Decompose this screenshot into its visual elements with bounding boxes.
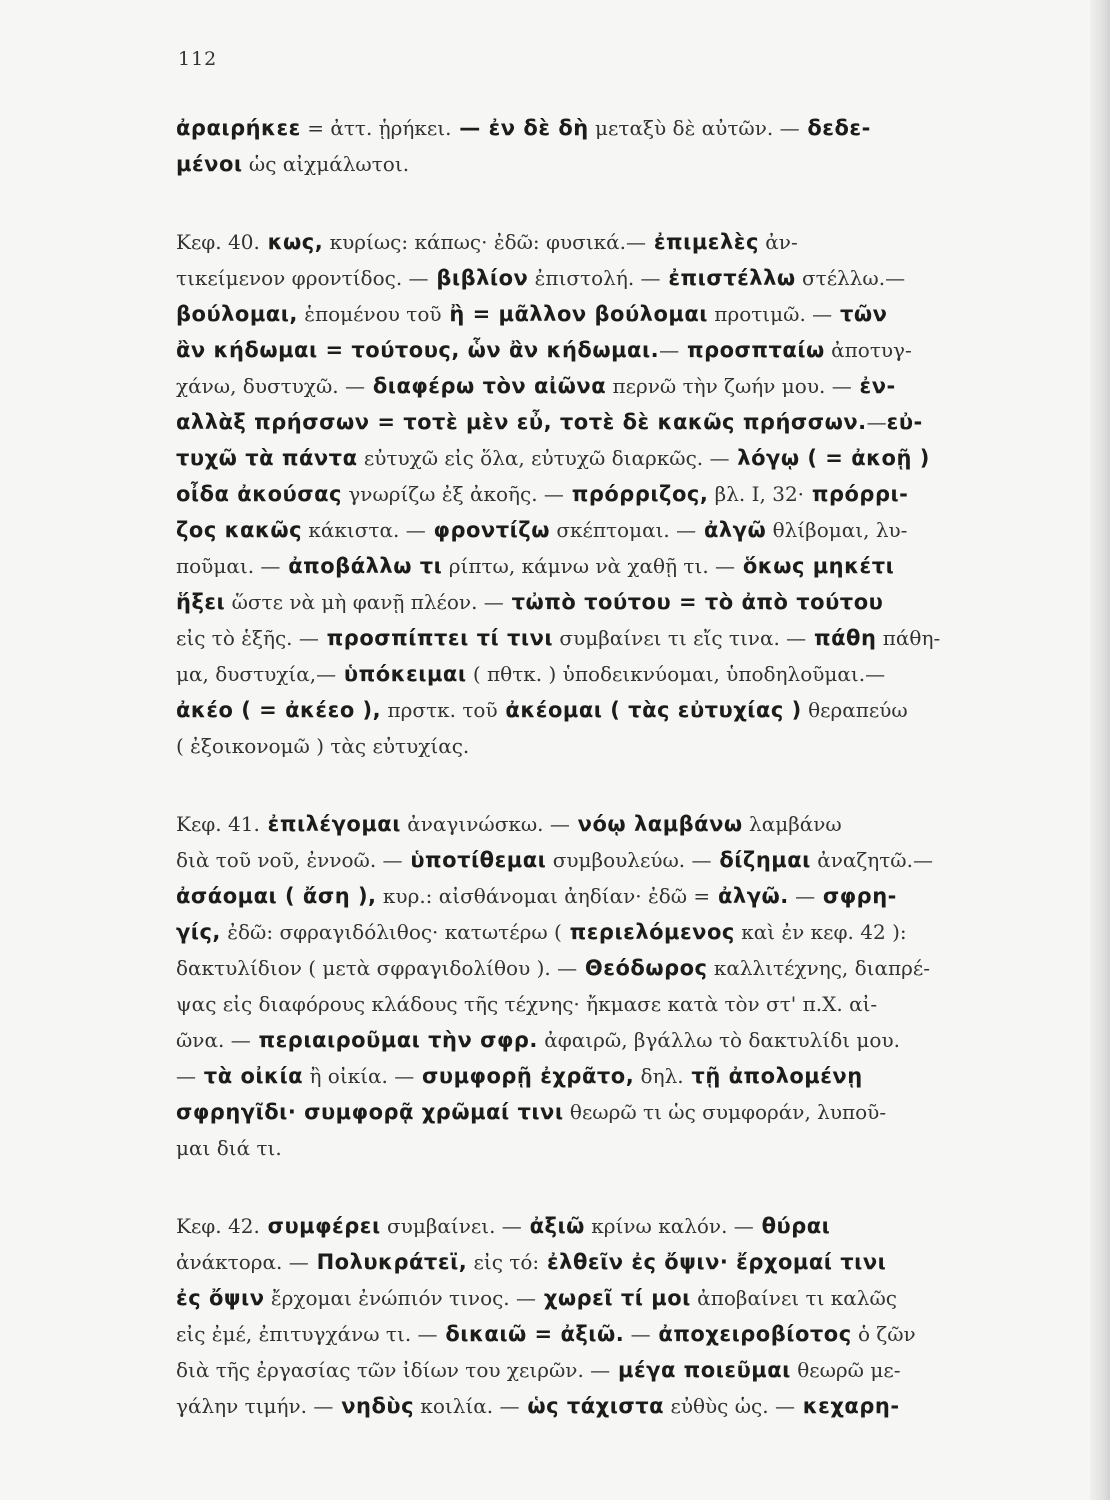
page-number: 112 [178, 48, 218, 70]
text-line [176, 656, 1032, 692]
headword: Πολυκράτεϊ, [308, 1250, 468, 1274]
headword: ἀποχειροβίοτος [650, 1322, 852, 1346]
gloss-text: εὐθὺς ὡς. — [664, 1394, 795, 1418]
gloss-text: — [176, 1064, 196, 1088]
text-line [176, 548, 1032, 584]
gloss-text: κυρ.: αἰσθάνομαι ἀηδίαν· ἐδῶ = [376, 884, 711, 908]
gloss-text: — [624, 1322, 651, 1346]
gloss-text: Κεφ. 40. [176, 230, 260, 254]
text-line [176, 224, 1032, 260]
gloss-text: ἀποτυγ- [824, 338, 912, 362]
gloss-text: ἀν- [758, 230, 798, 254]
gloss-text: ὥστε νὰ μὴ φανῇ πλέον. — [225, 590, 504, 614]
gloss-text: χάνω, δυστυχῶ. — [176, 374, 366, 398]
headword: λόγῳ ( = ἀκοῇ ) [729, 446, 930, 470]
text-line [176, 1280, 1032, 1316]
gloss-text: ἐδῶ: σφραγιδόλιθος· κατωτέρω ( [220, 920, 562, 944]
gloss-text: περνῶ τὴν ζωήν μου. — [606, 374, 852, 398]
text-line [176, 1244, 1032, 1280]
gloss-text: δακτυλίδιον ( μετὰ σφραγιδολίθου ). — [176, 956, 578, 980]
headword: εὐ- [886, 410, 923, 434]
page-text-body [176, 110, 1032, 1424]
gloss-text: ἀνάκτορα. — [176, 1250, 309, 1274]
headword: τὠπὸ τούτου = τὸ ἀπὸ τούτου [503, 590, 884, 614]
gloss-text: εἰς ἐμέ, ἐπιτυγχάνω τι. — [176, 1322, 438, 1346]
headword: τὰ οἰκία [196, 1064, 304, 1088]
headword: μένοι [176, 152, 243, 176]
gloss-text: κοιλία. — [414, 1394, 520, 1418]
gloss-text: βλ. Ι, 32· [708, 482, 805, 506]
gloss-text: Κεφ. 42. [176, 1214, 260, 1238]
headword: νόῳ λαμβάνω [569, 812, 743, 836]
headword: περιαιροῦμαι τὴν σφρ. [250, 1028, 538, 1052]
text-line [176, 404, 1032, 440]
text-line [176, 806, 1032, 842]
headword: ἀσάομαι ( ἄση ), [176, 884, 377, 908]
page-edge-shadow [1090, 0, 1110, 1500]
headword: σφρη- [815, 884, 897, 908]
gloss-text: διὰ τῆς ἐργασίας τῶν ἰδίων του χειρῶν. — [176, 1358, 611, 1382]
headword: ἐν- [851, 374, 896, 398]
headword: δεδε- [799, 116, 871, 140]
headword: περιελόμενος [561, 920, 735, 944]
headword: ἐπιστέλλω [660, 266, 796, 290]
gloss-text: στέλλω.— [795, 266, 906, 290]
headword: δικαιῶ = ἀξιῶ. [437, 1322, 625, 1346]
gloss-text: μεταξὺ δὲ αὐτῶν. — [588, 116, 800, 140]
gloss-text: = ἀττ. ᾑρήκει. [300, 116, 452, 140]
headword: ἢ = μᾶλλον βούλομαι [441, 302, 708, 326]
text-line [176, 1352, 1032, 1388]
gloss-text: λαμβάνω [742, 812, 842, 836]
headword: ἀκέο ( = ἀκέεο ), [176, 698, 382, 722]
headword: ὅκως μηκέτι [735, 554, 895, 578]
headword: ὑπόκειμαι [336, 662, 467, 686]
headword: φροντίζω [425, 518, 550, 542]
text-line [176, 368, 1032, 404]
text-line [176, 914, 1032, 950]
headword: ἀραιρήκεε [176, 116, 301, 140]
headword: νηδὺς [333, 1394, 415, 1418]
gloss-text: κρίνω καλόν. — [584, 1214, 754, 1238]
text-line [176, 728, 1032, 764]
headword: ἐλθεῖν ἐς ὄψιν· ἔρχομαί τινι [539, 1250, 887, 1274]
gloss-text: ῶνα. — [176, 1028, 251, 1052]
gloss-text: θεραπεύω [801, 698, 908, 722]
gloss-text: ὡς αἰχμάλωτοι. [242, 152, 410, 176]
headword: βιβλίον [428, 266, 529, 290]
gloss-text: ἀναζητῶ.— [810, 848, 933, 872]
text-line [176, 950, 1032, 986]
gloss-text: ἑπομένου τοῦ [297, 302, 442, 326]
gloss-text: — [659, 338, 680, 362]
gloss-text: ἀφαιρῶ, βγάλλω τὸ δακτυλίδι μου. [537, 1028, 900, 1052]
paragraph-intro [176, 110, 1032, 182]
gloss-text: θεωρῶ τι ὡς συμφοράν, λυποῦ- [563, 1100, 887, 1124]
headword: κεχαρη- [794, 1394, 900, 1418]
headword: μέγα ποιεῦμαι [610, 1358, 791, 1382]
headword: Θεόδωρος [577, 956, 708, 980]
paragraph-kef-41 [176, 806, 1032, 1166]
headword: ἐπιμελὲς [646, 230, 759, 254]
text-line [176, 1208, 1032, 1244]
headword: αλλὰξ πρήσσων = τοτὲ μὲν εὖ, τοτὲ δὲ κακῶς πρήσσων. [176, 410, 867, 434]
text-line [176, 146, 1032, 182]
gloss-text: ἀναγινώσκω. — [400, 812, 570, 836]
gloss-text: ὁ ζῶν [851, 1322, 916, 1346]
gloss-text: ἀποβαίνει τι καλῶς [690, 1286, 897, 1310]
gloss-text: — [788, 884, 816, 908]
gloss-text: ἢ οἰκία. — [303, 1064, 415, 1088]
headword: ἂν κήδωμαι = τούτους, ὧν ἂν κήδωμαι. [176, 338, 660, 362]
headword: ἀποβάλλω τι [280, 554, 443, 578]
gloss-text: ψας εἰς διαφόρους κλάδους τῆς τέχνης· ἤκμασε κατὰ τὸν στ' π.Χ. αἰ- [176, 992, 878, 1016]
text-line [176, 1094, 1032, 1130]
headword: χωρεῖ τί μοι [536, 1286, 691, 1310]
headword: τυχῶ τὰ πάντα [176, 446, 358, 470]
gloss-text: διὰ τοῦ νοῦ, ἐννοῶ. — [176, 848, 403, 872]
gloss-text: Κεφ. 41. [176, 812, 260, 836]
headword: πρόρριζος, [563, 482, 709, 506]
text-line [176, 1316, 1032, 1352]
text-line [176, 1058, 1032, 1094]
headword: βούλομαι, [176, 302, 298, 326]
gloss-text: συμβουλεύω. — [546, 848, 712, 872]
gloss-text: μαι διά τι. [176, 1136, 282, 1160]
headword: θύραι [753, 1214, 831, 1238]
paragraph-kef-42 [176, 1208, 1032, 1424]
headword: ἀλγῶ [696, 518, 767, 542]
gloss-text: καὶ ἐν κεφ. 42 ): [734, 920, 907, 944]
headword: ἀξιῶ [521, 1214, 585, 1238]
headword: ὡς τάχιστα [519, 1394, 665, 1418]
headword: σφρηγῖδι· συμφορᾷ χρῶμαί τινι [176, 1100, 564, 1124]
text-line [176, 1022, 1032, 1058]
gloss-text: προτιμῶ. — [707, 302, 833, 326]
headword: δίζημαι [711, 848, 811, 872]
text-line [176, 476, 1032, 512]
text-line [176, 842, 1032, 878]
headword: προσπίπτει τί τινι [318, 626, 554, 650]
gloss-text: ποῦμαι. — [176, 554, 281, 578]
gloss-text: ( πθτκ. ) ὑποδεικνύομαι, ὑποδηλοῦμαι.— [466, 662, 886, 686]
gloss-text: συμβαίνει. — [380, 1214, 522, 1238]
gloss-text: ἔρχομαι ἐνώπιόν τινος. — [264, 1286, 537, 1310]
gloss-text: εὐτυχῶ εἰς ὅλα, εὐτυχῶ διαρκῶς. — [357, 446, 730, 470]
headword: προσπταίω [679, 338, 825, 362]
gloss-text: πάθη- [876, 626, 941, 650]
gloss-text: καλλιτέχνης, διαπρέ- [707, 956, 931, 980]
headword: — ἐν δὲ δὴ [451, 116, 589, 140]
headword: ἀκέομαι ( τὰς εὐτυχίας ) [497, 698, 802, 722]
headword: συμφέρει [259, 1214, 381, 1238]
headword: ἐπιλέγομαι [259, 812, 401, 836]
gloss-text: τικείμενον φροντίδος. — [176, 266, 429, 290]
paragraph-kef-40 [176, 224, 1032, 764]
headword: διαφέρω τὸν αἰῶνα [365, 374, 607, 398]
gloss-text: εἰς τὸ ἑξῆς. — [176, 626, 319, 650]
text-line [176, 584, 1032, 620]
headword: τῶν [832, 302, 888, 326]
gloss-text: ἐπιστολή. — [528, 266, 661, 290]
text-line [176, 440, 1032, 476]
text-line [176, 986, 1032, 1022]
headword: ἐς ὄψιν [176, 1286, 265, 1310]
headword: πάθη [806, 626, 877, 650]
headword: ζος κακῶς [176, 518, 303, 542]
text-line [176, 332, 1032, 368]
headword: ὑποτίθεμαι [402, 848, 547, 872]
gloss-text: ρίπτω, κάμνω νὰ χαθῇ τι. — [442, 554, 736, 578]
gloss-text: εἰς τό: [467, 1250, 540, 1274]
headword: τῇ ἀπολομένῃ [683, 1064, 863, 1088]
headword: ἥξει [176, 590, 226, 614]
headword: πρόρρι- [804, 482, 909, 506]
text-line [176, 296, 1032, 332]
headword: συμφορῇ ἐχρᾶτο, [414, 1064, 635, 1088]
headword: γίς, [176, 920, 221, 944]
gloss-text: συμβαίνει τι εἴς τινα. — [553, 626, 807, 650]
headword: κως, [259, 230, 324, 254]
text-line [176, 110, 1032, 146]
text-line [176, 260, 1032, 296]
headword: ἀλγῶ. [710, 884, 789, 908]
text-line [176, 1130, 1032, 1166]
headword: οἶδα ἀκούσας [176, 482, 342, 506]
gloss-text: σκέπτομαι. — [549, 518, 697, 542]
gloss-text: μα, δυστυχία,— [176, 662, 337, 686]
text-line [176, 512, 1032, 548]
gloss-text: θλίβομαι, λυ- [766, 518, 908, 542]
gloss-text: πρστκ. τοῦ [381, 698, 498, 722]
text-line [176, 692, 1032, 728]
gloss-text: ( ἐξοικονομῶ ) τὰς εὐτυχίας. [176, 734, 470, 758]
text-line [176, 620, 1032, 656]
gloss-text: γάλην τιμήν. — [176, 1394, 334, 1418]
gloss-text: κάκιστα. — [302, 518, 426, 542]
gloss-text: δηλ. [634, 1064, 684, 1088]
gloss-text: — [866, 410, 887, 434]
gloss-text: γνωρίζω ἐξ ἀκοῆς. — [341, 482, 564, 506]
gloss-text: θεωρῶ με- [790, 1358, 901, 1382]
text-line [176, 1388, 1032, 1424]
text-line [176, 878, 1032, 914]
gloss-text: κυρίως: κάπως· ἐδῶ: φυσικά.— [323, 230, 647, 254]
